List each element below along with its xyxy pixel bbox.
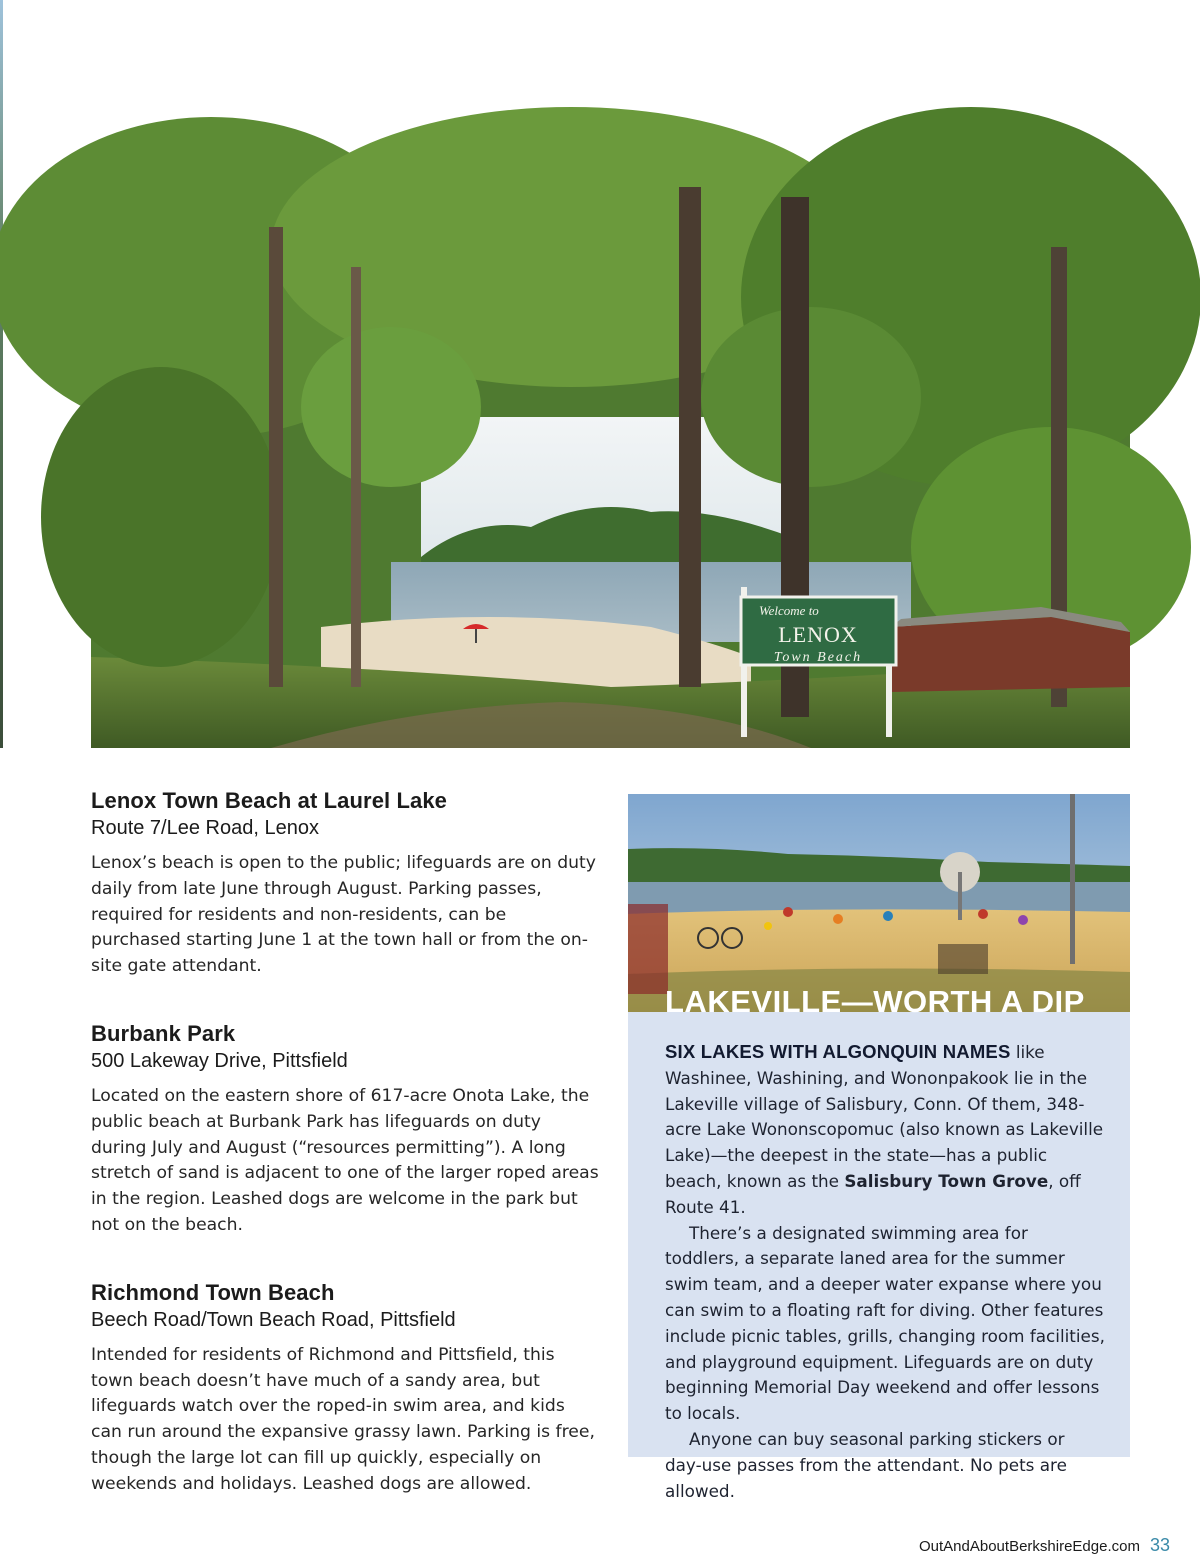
entry-address: Beech Road/Town Beach Road, Pittsfield	[91, 1308, 456, 1331]
lakeville-beach-photo	[628, 794, 1130, 1012]
sidebar-text	[665, 1039, 1105, 1504]
entry-title: Richmond Town Beach	[91, 1279, 335, 1305]
entry-richmond	[91, 1279, 601, 1498]
entry-address: 500 Lakeway Drive, Pittsfield	[91, 1049, 348, 1072]
sign-line3: Town Beach	[773, 650, 863, 665]
sidebar-p1-b: , off Route 41.	[665, 1170, 1081, 1217]
footer-site-url: OutAndAboutBerkshireEdge.com	[919, 1538, 1140, 1555]
page-edge-strip	[0, 0, 3, 748]
entry-address: Route 7/Lee Road, Lenox	[91, 817, 319, 839]
page-footer	[919, 1535, 1170, 1556]
hero-photo-lenox-beach	[91, 187, 1130, 748]
sidebar-p1-a: like Washinee, Washining, and Wononpakook lie in the Lakeville village of Salisbury, Conn. Of them, 348-acre Lake Wononscopomuc (also known as Lakeville Lake)—the deepest in the state—has a public beach, known as the	[665, 1042, 1104, 1191]
sidebar-paragraph-2: There’s a designated swimming area for toddlers, a separate laned area for the summer swim team, and a deeper water expanse where you can swim to a floating raft for diving. Other features include picnic tables, grills, changing room facilities, and playground equipment. Lifeguards are on duty beginning Memorial Day weekend and offer lessons to locals.	[665, 1222, 1105, 1424]
sign-line2: LENOX	[778, 622, 858, 647]
entry-title: Burbank Park	[91, 1020, 236, 1046]
entry-body: Located on the eastern shore of 617-acre Onota Lake, the public beach at Burbank Park has lifeguards on duty during July and August (“resources permitting”). A long stretch of sand is adjacent to one of the larger roped areas in the region. Leashed dogs are welcome in the park but not on the beach.	[91, 1085, 599, 1235]
entry-title: Lenox Town Beach at Laurel Lake	[91, 788, 448, 813]
entry-lenox	[91, 787, 601, 980]
lakeville-sidebar	[628, 794, 1130, 1501]
entry-burbank	[91, 1020, 601, 1239]
sidebar-paragraph-1	[665, 1039, 1105, 1221]
salisbury-town-grove: Salisbury Town Grove	[844, 1170, 1049, 1191]
sign-line1: Welcome to	[759, 603, 819, 618]
beach-listings	[91, 787, 601, 1498]
entry-body: Intended for residents of Richmond and Pittsfield, this town beach doesn’t have much of a sandy area, but lifeguards watch over the roped-in swim area, and kids can run around the expansive grassy lawn. Parking is free, though the large lot can fill up quickly, especially on weekends and holidays. Leashed dogs are allowed.	[91, 1344, 595, 1494]
sidebar-lead: SIX LAKES WITH ALGONQUIN NAMES	[665, 1041, 1011, 1062]
entry-body: Lenox’s beach is open to the public; lifeguards are on duty daily from late June through August. Parking passes, required for residents and non-residents, can be purchased starting June 1 at the town hall or from the on-site gate attendant.	[91, 853, 596, 977]
sidebar-paragraph-3: Anyone can buy seasonal parking stickers or day-use passes from the attendant. No pets are allowed.	[665, 1428, 1067, 1501]
sidebar-heading: LAKEVILLE—WORTH A DIP	[665, 984, 1085, 1019]
page-number: 33	[1149, 1535, 1170, 1555]
